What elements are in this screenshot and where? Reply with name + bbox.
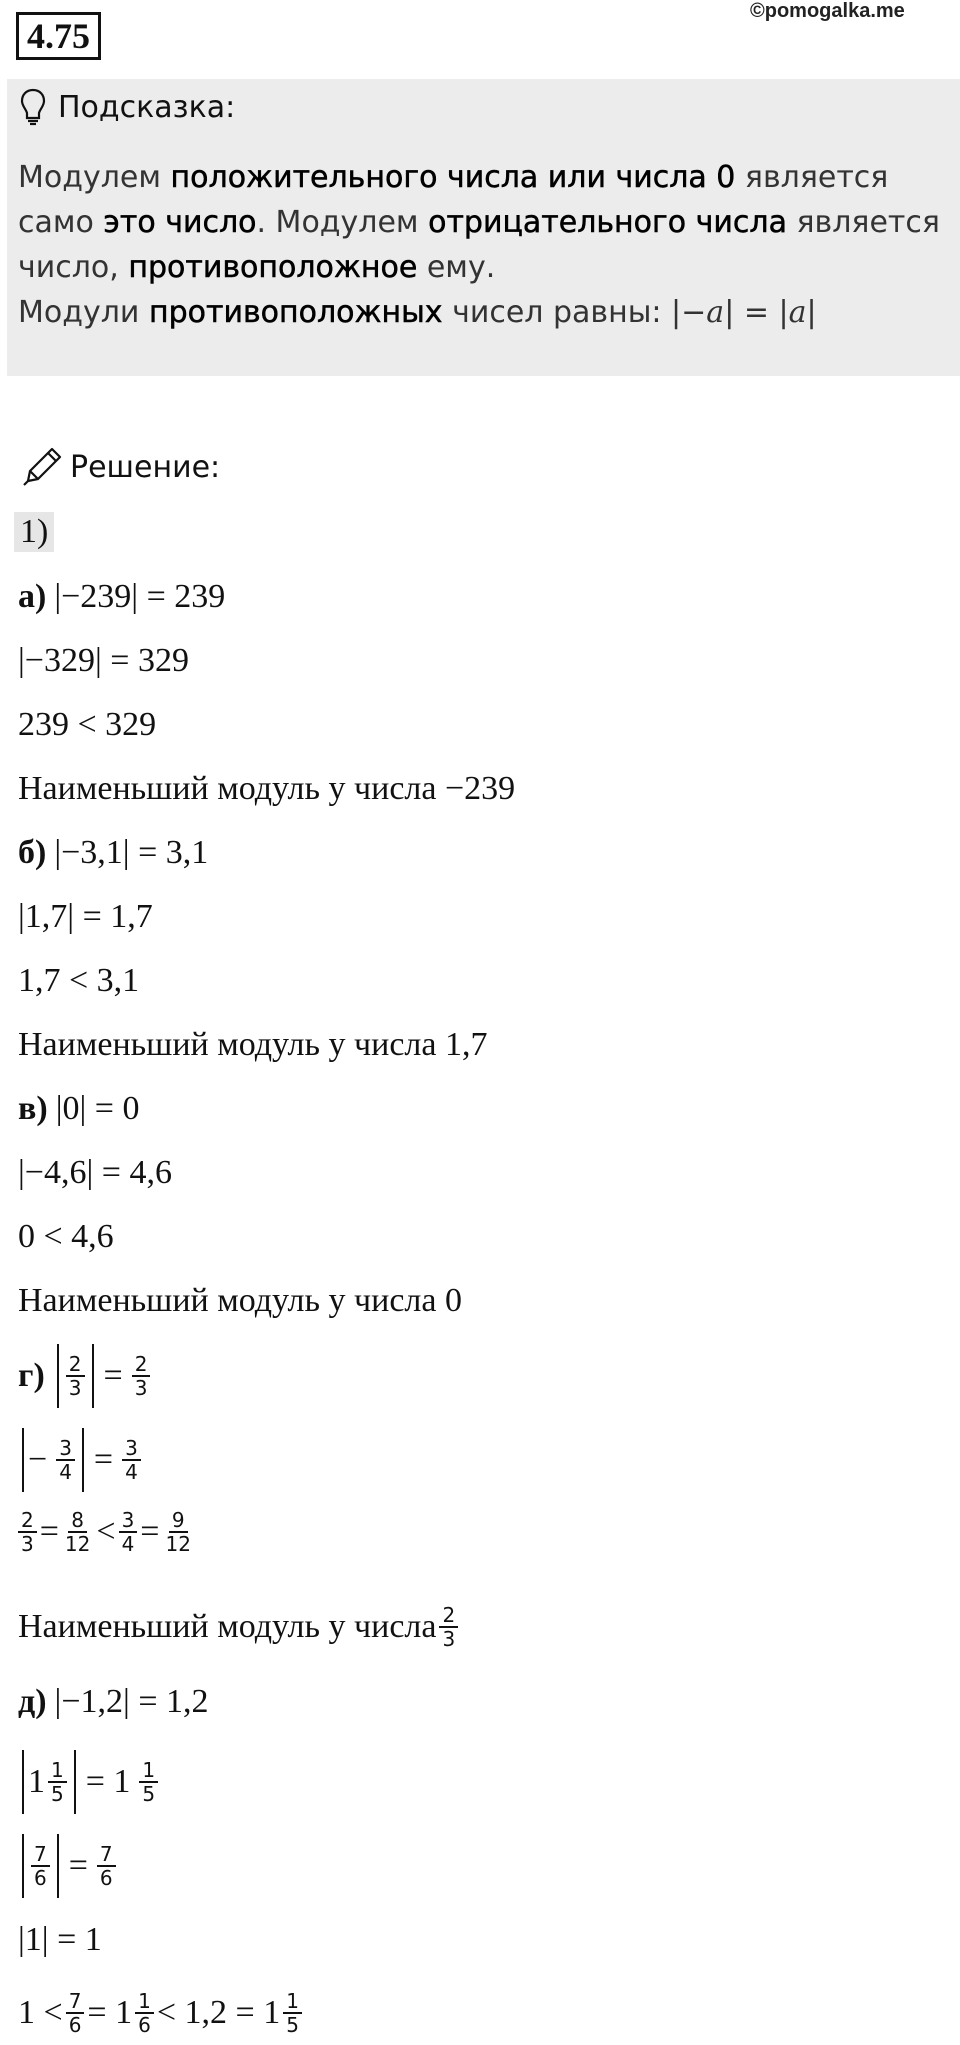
hint-text-part: является число, — [18, 205, 940, 285]
line-text: 1 < — [18, 1994, 63, 2031]
denominator: 4 — [59, 1460, 72, 1484]
watermark: ©pomogalka.me — [750, 0, 905, 22]
fraction — [132, 1353, 151, 1399]
denominator: 6 — [34, 1866, 47, 1890]
fraction — [122, 1437, 141, 1483]
denominator: 4 — [121, 1532, 135, 1556]
numerator: 3 — [122, 1437, 141, 1461]
fraction — [162, 1509, 193, 1555]
solution-line: Наименьший модуль у числа 1,7 — [18, 1026, 488, 1063]
fraction — [56, 1437, 75, 1483]
equals: = 1 — [85, 1763, 131, 1800]
solution-line: 239 < 329 — [18, 706, 157, 743]
denominator: 3 — [68, 1376, 82, 1400]
fraction — [18, 1509, 37, 1555]
numerator: 1 — [135, 1990, 154, 2014]
formula-variable: a — [788, 295, 807, 330]
solution-line: Наименьший модуль у числа −239 — [18, 770, 516, 807]
fraction — [439, 1604, 458, 1650]
fraction — [48, 1759, 67, 1805]
numerator: 1 — [283, 1990, 302, 2014]
denominator: 3 — [21, 1532, 34, 1556]
lightbulb-icon — [20, 88, 46, 126]
equals: = — [93, 1441, 114, 1478]
denominator: 4 — [125, 1460, 138, 1484]
numerator: 3 — [119, 1509, 138, 1533]
abs-bar — [57, 1344, 59, 1408]
item-label: в) — [18, 1090, 48, 1127]
fraction — [135, 1990, 154, 2036]
line-text: Наименьший модуль у числа — [18, 1608, 437, 1645]
fraction — [97, 1843, 116, 1889]
numerator: 2 — [132, 1353, 151, 1377]
equals: = — [103, 1357, 123, 1394]
hint-emphasis: отрицательного числа — [428, 205, 787, 240]
denominator: 5 — [286, 2013, 299, 2037]
equals: = — [140, 1513, 160, 1550]
fraction — [283, 1990, 302, 2036]
solution-line: Наименьший модуль у числа 0 — [18, 1282, 462, 1319]
solution-line — [18, 1428, 144, 1492]
line-text: |0| = 0 — [55, 1090, 140, 1127]
hint-text-part: чисел равны: — [442, 295, 672, 330]
line-text: |−239| = 239 — [54, 578, 226, 615]
numerator: 8 — [68, 1509, 87, 1533]
fraction — [119, 1509, 138, 1555]
hint-text-part: . Модулем — [256, 205, 429, 240]
minus: − — [28, 1441, 48, 1478]
solution-line — [18, 833, 208, 873]
line-text: |−1,2| = 1,2 — [54, 1683, 209, 1720]
equals: = — [39, 1513, 59, 1550]
denominator: 6 — [138, 2013, 151, 2037]
hint-emphasis: противоположных — [148, 295, 443, 330]
denominator: 5 — [51, 1782, 64, 1806]
solution-line — [18, 1990, 305, 2036]
solution-line: |−4,6| = 4,6 — [18, 1154, 172, 1191]
numerator: 7 — [97, 1843, 116, 1867]
whole-part: 1 — [28, 1763, 45, 1800]
fraction — [66, 1353, 85, 1399]
pencil-icon — [20, 445, 64, 489]
denominator: 12 — [165, 1532, 191, 1556]
equals: = — [68, 1847, 88, 1884]
solution-line — [18, 1089, 139, 1129]
hint-text-part: ему. — [417, 250, 496, 285]
hint-title: Подсказка: — [58, 89, 236, 125]
hint-heading — [20, 88, 235, 126]
abs-bar — [57, 1834, 59, 1898]
denominator: 12 — [64, 1532, 91, 1556]
hint-emphasis: это число — [103, 205, 257, 240]
numerator: 2 — [66, 1353, 85, 1377]
numerator: 2 — [18, 1509, 37, 1533]
less-than: < — [96, 1513, 116, 1550]
denominator: 3 — [134, 1376, 148, 1400]
denominator: 3 — [442, 1627, 456, 1651]
abs-bar — [22, 1834, 24, 1898]
solution-line — [18, 1604, 461, 1650]
formula-variable: a — [706, 295, 725, 330]
fraction — [31, 1843, 50, 1889]
item-label: а) — [18, 578, 47, 615]
denominator: 5 — [142, 1782, 156, 1806]
hint-text-part: Модули — [18, 295, 149, 330]
hint-text — [18, 155, 948, 335]
abs-bar — [22, 1750, 24, 1814]
solution-line — [18, 1834, 119, 1898]
solution-line — [18, 1509, 197, 1555]
solution-title: Решение: — [70, 449, 221, 485]
solution-line: 0 < 4,6 — [18, 1218, 114, 1255]
solution-line — [18, 1750, 161, 1814]
hint-emphasis: противоположное — [128, 250, 418, 285]
fraction — [62, 1509, 93, 1555]
solution-line: |−329| = 329 — [18, 642, 189, 679]
denominator: 6 — [68, 2013, 82, 2037]
abs-bar — [74, 1750, 76, 1814]
hint-emphasis: положительного числа или числа 0 — [170, 160, 736, 195]
task-number: 4.75 — [16, 12, 101, 60]
numerator: 1 — [139, 1759, 158, 1783]
solution-line — [18, 577, 225, 617]
solution-line: 1,7 < 3,1 — [18, 962, 140, 999]
numerator: 2 — [439, 1604, 458, 1628]
item-label: б) — [18, 834, 47, 871]
solution-heading — [20, 445, 220, 489]
formula-part: | — [806, 295, 817, 330]
solution-line — [18, 1344, 153, 1408]
line-text: < 1,2 = 1 — [156, 1994, 281, 2031]
line-text: |−3,1| = 3,1 — [54, 834, 209, 871]
abs-bar — [92, 1344, 94, 1408]
numerator: 7 — [66, 1990, 85, 2014]
formula-part: | = | — [724, 295, 789, 330]
fraction — [139, 1759, 158, 1805]
abs-bar — [22, 1428, 24, 1492]
item-label: д) — [18, 1683, 47, 1720]
fraction — [66, 1990, 85, 2036]
line-text: = 1 — [87, 1994, 133, 2031]
numerator: 3 — [56, 1437, 75, 1461]
hint-text-part: Модулем — [18, 160, 171, 195]
numerator: 7 — [31, 1843, 50, 1867]
solution-line: |1| = 1 — [18, 1921, 102, 1958]
numerator: 9 — [169, 1509, 188, 1533]
solution-line: |1,7| = 1,7 — [18, 898, 153, 935]
part-number: 1) — [14, 512, 54, 552]
item-label: г) — [18, 1357, 45, 1394]
denominator: 6 — [99, 1866, 113, 1890]
numerator: 1 — [48, 1759, 67, 1783]
solution-line — [18, 1682, 209, 1722]
abs-bar — [82, 1428, 84, 1492]
hint-text-part: является само — [18, 160, 889, 240]
formula-part: |− — [671, 295, 707, 330]
